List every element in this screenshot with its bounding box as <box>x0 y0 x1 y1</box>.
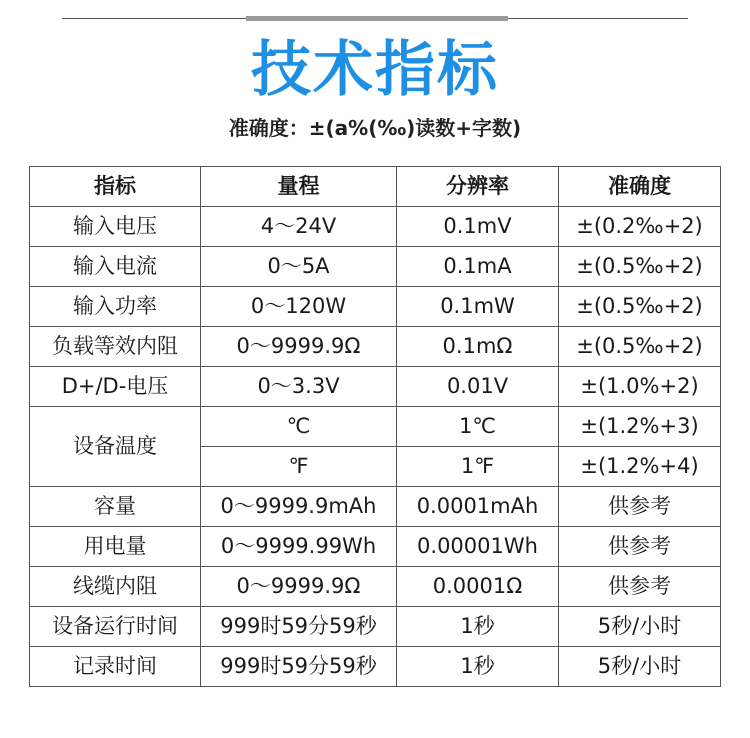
table-row <box>30 207 721 247</box>
cell-resolution: 0.1mV <box>397 207 559 247</box>
cell-resolution: 0.01V <box>397 367 559 407</box>
header-indicator: 指标 <box>30 167 201 207</box>
cell-accuracy: ±(0.2‰+2) <box>559 207 721 247</box>
table-row <box>30 247 721 287</box>
cell-name: 记录时间 <box>30 647 201 687</box>
cell-range: 999时59分59秒 <box>201 647 397 687</box>
cell-name: 容量 <box>30 487 201 527</box>
header-range: 量程 <box>201 167 397 207</box>
table-row <box>30 487 721 527</box>
spec-table <box>29 166 721 687</box>
cell-range: ℃ <box>201 407 397 447</box>
cell-range: 999时59分59秒 <box>201 607 397 647</box>
cell-name: 线缆内阻 <box>30 567 201 607</box>
cell-range: 0～5A <box>201 247 397 287</box>
header-accuracy: 准确度 <box>559 167 721 207</box>
table-row <box>30 367 721 407</box>
cell-accuracy: 供参考 <box>559 487 721 527</box>
table-row <box>30 407 721 447</box>
cell-accuracy: ±(1.0%+2) <box>559 367 721 407</box>
cell-range: 0～120W <box>201 287 397 327</box>
cell-name: 设备温度 <box>30 407 201 487</box>
table-row <box>30 527 721 567</box>
cell-range: 0～9999.99Wh <box>201 527 397 567</box>
cell-resolution: 0.1mΩ <box>397 327 559 367</box>
cell-resolution: 0.0001Ω <box>397 567 559 607</box>
cell-resolution: 0.00001Wh <box>397 527 559 567</box>
cell-resolution: 1℉ <box>397 447 559 487</box>
cell-name: 设备运行时间 <box>30 607 201 647</box>
cell-range: 4～24V <box>201 207 397 247</box>
cell-name: 输入功率 <box>30 287 201 327</box>
accuracy-formula: 准确度：±(a%(‰)读数+字数) <box>228 116 522 140</box>
cell-resolution: 0.0001mAh <box>397 487 559 527</box>
table-row <box>30 287 721 327</box>
cell-accuracy: ±(1.2%+4) <box>559 447 721 487</box>
cell-accuracy: 5秒/小时 <box>559 647 721 687</box>
cell-resolution: 1秒 <box>397 647 559 687</box>
cell-range: 0～9999.9Ω <box>201 327 397 367</box>
cell-resolution: 1℃ <box>397 407 559 447</box>
cell-accuracy: 供参考 <box>559 567 721 607</box>
top-accent-bar <box>246 16 508 21</box>
cell-name: 输入电流 <box>30 247 201 287</box>
cell-resolution: 1秒 <box>397 607 559 647</box>
cell-range: ℉ <box>201 447 397 487</box>
table-row <box>30 567 721 607</box>
header-resolution: 分辨率 <box>397 167 559 207</box>
table-header-row <box>30 167 721 207</box>
cell-name: 输入电压 <box>30 207 201 247</box>
cell-name: 用电量 <box>30 527 201 567</box>
cell-accuracy: ±(0.5‰+2) <box>559 247 721 287</box>
cell-range: 0～3.3V <box>201 367 397 407</box>
cell-range: 0～9999.9Ω <box>201 567 397 607</box>
cell-accuracy: ±(0.5‰+2) <box>559 327 721 367</box>
cell-accuracy: ±(0.5‰+2) <box>559 287 721 327</box>
cell-accuracy: 供参考 <box>559 527 721 567</box>
cell-accuracy: ±(1.2%+3) <box>559 407 721 447</box>
cell-resolution: 0.1mA <box>397 247 559 287</box>
cell-name: D+/D-电压 <box>30 367 201 407</box>
cell-accuracy: 5秒/小时 <box>559 607 721 647</box>
table-row <box>30 607 721 647</box>
cell-range: 0～9999.9mAh <box>201 487 397 527</box>
table-row <box>30 327 721 367</box>
cell-resolution: 0.1mW <box>397 287 559 327</box>
cell-name: 负载等效内阻 <box>30 327 201 367</box>
table-row <box>30 647 721 687</box>
page-title: 技术指标 <box>251 35 499 105</box>
